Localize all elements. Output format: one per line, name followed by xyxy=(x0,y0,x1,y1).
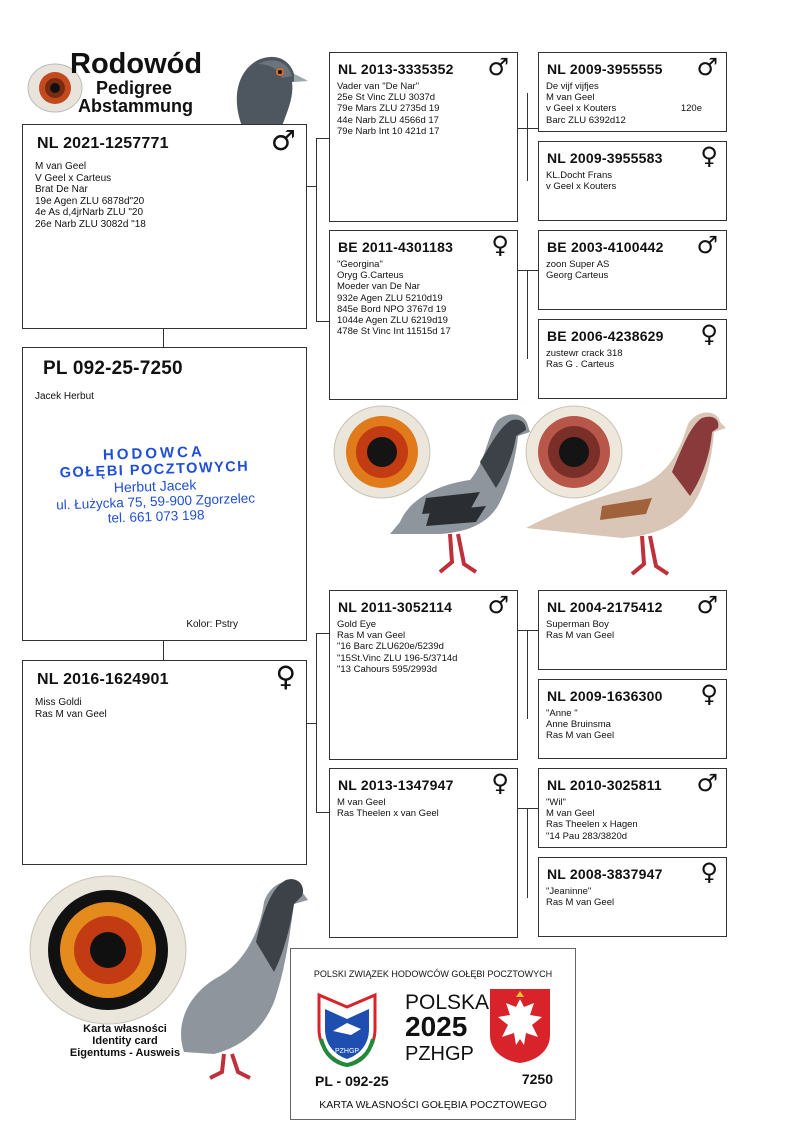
grandparent-card xyxy=(329,590,518,760)
connector xyxy=(163,328,164,348)
connector xyxy=(518,808,538,809)
female-icon: ♀ xyxy=(491,769,509,797)
subject-ring-number: PL 092-25-7250 xyxy=(43,358,183,379)
connector xyxy=(316,812,330,813)
great-grandparent-card xyxy=(538,319,727,399)
title-rodowod: Rodowód xyxy=(70,48,203,80)
male-icon: ♂ xyxy=(696,591,718,619)
card-org: PZHGP xyxy=(405,1043,474,1065)
pedigree-lines: Vader van "De Nar" 25e St Vinc ZLU 3037d 79e Mars ZLU 2735d 19 44e Narb ZLU 4566d 17 79e Narb Int 10 421d 17 xyxy=(337,81,440,137)
ring-number: NL 2009-1636300 xyxy=(547,688,663,704)
card-ring-right: 7250 xyxy=(521,1071,553,1087)
connector xyxy=(163,640,164,661)
ring-number: NL 2021-1257771 xyxy=(37,135,169,152)
great-grandparent-card xyxy=(538,590,727,670)
pedigree-lines: "Anne " Anne Bruinsma Ras M van Geel xyxy=(546,708,615,742)
connector xyxy=(527,808,528,898)
pedigree-lines: Miss Goldi Ras M van Geel xyxy=(35,697,107,720)
female-icon: ♀ xyxy=(700,320,718,348)
great-grandparent-card xyxy=(538,52,727,132)
connector xyxy=(527,270,528,359)
pedigree-lines: "Wil" M van Geel Ras Theelen x Hagen "14 Pau 283/3820d xyxy=(546,797,638,842)
ring-number: NL 2013-3335352 xyxy=(338,61,454,77)
pedigree-lines: "Jeaninne" Ras M van Geel xyxy=(546,886,615,909)
connector xyxy=(518,270,538,271)
female-icon: ♀ xyxy=(700,680,718,708)
grandparent-card xyxy=(329,230,518,400)
ring-number: NL 2009-3955583 xyxy=(547,150,663,166)
pigeon-photo-blue xyxy=(330,402,530,586)
pedigree-lines: M van Geel Ras Theelen x van Geel xyxy=(337,797,439,820)
pzhgp-logo xyxy=(311,989,383,1067)
grandparent-card xyxy=(329,52,518,222)
connector xyxy=(316,138,317,322)
title-abstammung: Abstammung xyxy=(78,96,194,116)
pzhgp-ownership-card xyxy=(290,948,576,1120)
male-icon: ♂ xyxy=(487,591,509,619)
ring-number: BE 2003-4100442 xyxy=(547,239,664,255)
card-country: POLSKA xyxy=(405,991,490,1014)
ring-number: NL 2013-1347947 xyxy=(338,777,454,793)
connector xyxy=(518,128,538,129)
card-ring-left: PL - 092-25 xyxy=(315,1073,389,1089)
male-icon: ♂ xyxy=(696,53,718,81)
pedigree-lines: De vijf vijfjes M van Geel v Geel x Kouters Barc ZLU 6392d12 xyxy=(546,81,626,126)
identity-card-label: Karta własności Identity card Eigentums - Ausweis xyxy=(69,1023,181,1059)
female-icon: ♀ xyxy=(275,660,296,693)
card-year: 2025 xyxy=(405,1011,468,1042)
pigeon-photo-pied xyxy=(522,402,726,586)
placing-note: 120e xyxy=(680,103,702,114)
ring-number: NL 2016-1624901 xyxy=(37,671,169,688)
ring-number: BE 2011-4301183 xyxy=(338,239,454,255)
female-icon: ♀ xyxy=(700,142,718,170)
ring-number: NL 2010-3025811 xyxy=(547,777,662,793)
connector xyxy=(316,321,330,322)
dam-card xyxy=(22,660,307,865)
connector xyxy=(316,138,330,139)
connector xyxy=(518,630,538,631)
pedigree-lines: KL.Docht Frans v Geel x Kouters xyxy=(546,170,617,193)
male-icon: ♂ xyxy=(270,124,296,157)
great-grandparent-card xyxy=(538,230,727,310)
great-grandparent-card xyxy=(538,141,727,221)
great-grandparent-card xyxy=(538,768,727,848)
female-icon: ♀ xyxy=(491,231,509,259)
pedigree-lines: Superman Boy Ras M van Geel xyxy=(546,619,615,642)
grandparent-card xyxy=(329,768,518,938)
great-grandparent-card xyxy=(538,679,727,759)
sire-card xyxy=(22,124,307,329)
ring-number: NL 2011-3052114 xyxy=(338,599,453,615)
connector xyxy=(316,633,330,634)
owner-name: Jacek Herbut xyxy=(35,391,94,402)
card-footer: KARTA WŁASNOŚCI GOŁĘBIA POCZTOWEGO xyxy=(319,1099,547,1111)
card-header: POLSKI ZWIĄZEK HODOWCÓW GOŁĘBI POCZTOWYCH xyxy=(313,969,553,979)
breeder-stamp: HODOWCA GOŁĘBI POCZTOWYCH Herbut Jacek ul. Łużycka 75, 59-900 Zgorzelec tel. 661 073 198 xyxy=(55,443,256,526)
pedigree-lines: Gold Eye Ras M van Geel "16 Barc ZLU620e/5239d "15St.Vinc ZLU 196-5/3714d "13 Cahours 595/2993d xyxy=(337,619,458,675)
female-icon: ♀ xyxy=(700,858,718,886)
pedigree-lines: "Georgina" Oryg G.Carteus Moeder van De Nar 932e Agen ZLU 5210d19 845e Bord NPO 3767d 19 1044e Agen ZLU 6219d19 478e St Vinc Int 11515d 17 xyxy=(337,259,451,338)
ring-number: NL 2008-3837947 xyxy=(547,866,663,882)
ring-number: BE 2006-4238629 xyxy=(547,328,664,344)
color-label: Kolor: Pstry xyxy=(186,619,238,630)
male-icon: ♂ xyxy=(696,231,718,259)
pedigree-lines: zustewr crack 318 Ras G . Carteus xyxy=(546,348,623,371)
logo-text: PZHGP xyxy=(334,1048,360,1055)
pigeon-head-illustration xyxy=(222,50,308,126)
ring-number: NL 2004-2175412 xyxy=(547,599,663,615)
pedigree-lines: M van Geel V Geel x Carteus Brat De Nar 19e Agen ZLU 6878d"20 4e As d,4jrNarb ZLU "20 26e Narb ZLU 3082d "18 xyxy=(35,161,146,230)
pedigree-lines: zoon Super AS Georg Carteus xyxy=(546,259,610,282)
polish-eagle-emblem xyxy=(488,987,552,1063)
connector xyxy=(527,93,528,181)
connector xyxy=(316,633,317,813)
great-grandparent-card xyxy=(538,857,727,937)
male-icon: ♂ xyxy=(696,769,718,797)
title-pedigree: Pedigree xyxy=(96,78,173,98)
ring-number: NL 2009-3955555 xyxy=(547,61,663,77)
connector xyxy=(527,630,528,719)
male-icon: ♂ xyxy=(487,53,509,81)
